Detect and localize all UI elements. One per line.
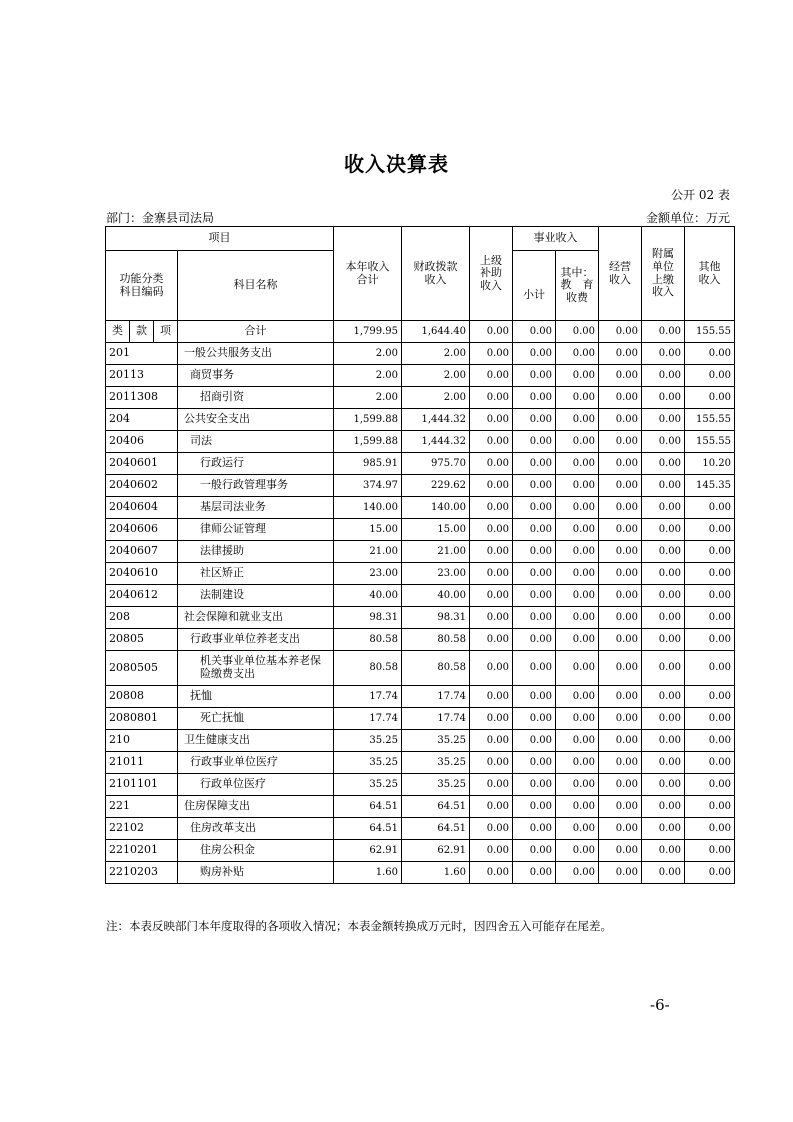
amount-cell: 0.00 [470, 818, 513, 840]
amount-cell: 0.00 [642, 475, 685, 497]
amount-cell: 0.00 [556, 651, 599, 686]
amount-cell: 17.74 [402, 708, 470, 730]
total-value: 0.00 [470, 321, 513, 343]
amount-cell: 0.00 [599, 475, 642, 497]
amount-cell: 0.00 [513, 708, 556, 730]
amount-cell: 0.00 [642, 651, 685, 686]
amount-cell: 0.00 [599, 840, 642, 862]
amount-cell: 64.51 [334, 818, 402, 840]
amount-cell: 0.00 [470, 365, 513, 387]
header-operating-income: 经营 收入 [599, 227, 642, 321]
amount-cell: 0.00 [599, 730, 642, 752]
subject-name-cell: 住房改革支出 [178, 818, 334, 840]
amount-cell: 80.58 [334, 629, 402, 651]
table-row [106, 651, 735, 686]
amount-cell: 0.00 [470, 453, 513, 475]
amount-cell: 35.25 [402, 774, 470, 796]
amount-cell: 0.00 [556, 497, 599, 519]
footnote: 注：本表反映部门本年度取得的各项收入情况；本表金额转换成万元时，因四舍五入可能存在尾差。 [106, 919, 612, 933]
amount-cell: 0.00 [556, 708, 599, 730]
amount-cell: 0.00 [470, 708, 513, 730]
amount-cell: 0.00 [513, 387, 556, 409]
amount-cell: 35.25 [334, 730, 402, 752]
table-row [106, 475, 735, 497]
subject-name-cell: 住房公积金 [178, 840, 334, 862]
amount-cell: 15.00 [334, 519, 402, 541]
table-row [106, 752, 735, 774]
total-value: 1,644.40 [402, 321, 470, 343]
subject-name-cell: 行政事业单位养老支出 [178, 629, 334, 651]
table-row [106, 585, 735, 607]
amount-cell: 0.00 [470, 475, 513, 497]
amount-cell: 0.00 [642, 730, 685, 752]
amount-cell: 0.00 [470, 796, 513, 818]
amount-cell: 0.00 [685, 497, 735, 519]
amount-cell: 80.58 [402, 629, 470, 651]
total-value: 0.00 [599, 321, 642, 343]
amount-cell: 0.00 [599, 796, 642, 818]
amount-cell: 0.00 [513, 686, 556, 708]
function-code-cell: 2101101 [106, 774, 178, 796]
subject-name-cell: 法律援助 [178, 541, 334, 563]
amount-cell: 0.00 [470, 387, 513, 409]
amount-cell: 0.00 [599, 541, 642, 563]
function-code-cell: 2210203 [106, 862, 178, 884]
total-value: 0.00 [556, 321, 599, 343]
function-code-cell: 22102 [106, 818, 178, 840]
amount-cell: 0.00 [556, 840, 599, 862]
amount-cell: 0.00 [599, 453, 642, 475]
subject-name-cell: 一般行政管理事务 [178, 475, 334, 497]
amount-cell: 0.00 [685, 730, 735, 752]
amount-cell: 0.00 [642, 453, 685, 475]
amount-cell: 1,444.32 [402, 431, 470, 453]
table-row [106, 730, 735, 752]
amount-cell: 64.51 [334, 796, 402, 818]
amount-cell: 0.00 [685, 585, 735, 607]
amount-cell: 0.00 [685, 365, 735, 387]
amount-cell: 0.00 [513, 497, 556, 519]
function-code-cell: 2040612 [106, 585, 178, 607]
amount-cell: 0.00 [685, 541, 735, 563]
subject-name-cell: 司法 [178, 431, 334, 453]
amount-cell: 0.00 [685, 629, 735, 651]
amount-cell: 0.00 [513, 862, 556, 884]
amount-cell: 0.00 [599, 563, 642, 585]
department-label: 部门：金寨县司法局 [106, 211, 215, 225]
function-code-cell: 2011308 [106, 387, 178, 409]
amount-cell: 0.00 [556, 365, 599, 387]
amount-cell: 23.00 [402, 563, 470, 585]
amount-cell: 0.00 [556, 629, 599, 651]
amount-cell: 0.00 [470, 497, 513, 519]
amount-cell: 17.74 [402, 686, 470, 708]
amount-cell: 0.00 [556, 453, 599, 475]
amount-cell: 1,444.32 [402, 409, 470, 431]
amount-cell: 0.00 [556, 519, 599, 541]
table-row [106, 519, 735, 541]
amount-cell: 80.58 [402, 651, 470, 686]
function-code-cell: 208 [106, 607, 178, 629]
amount-cell: 0.00 [642, 818, 685, 840]
subject-name-cell: 机关事业单位基本养老保险缴费支出 [178, 651, 334, 686]
amount-cell: 0.00 [556, 475, 599, 497]
amount-cell: 0.00 [556, 818, 599, 840]
amount-cell: 0.00 [685, 387, 735, 409]
header-upper-subsidy: 上级 补助 收入 [470, 227, 513, 321]
amount-cell: 0.00 [513, 774, 556, 796]
amount-cell: 0.00 [599, 519, 642, 541]
amount-cell: 155.55 [685, 409, 735, 431]
amount-cell: 23.00 [334, 563, 402, 585]
amount-cell: 0.00 [470, 563, 513, 585]
amount-cell: 0.00 [470, 343, 513, 365]
amount-cell: 0.00 [599, 862, 642, 884]
header-subsection: 项 [154, 321, 178, 343]
page-title: 收入决算表 [344, 152, 449, 176]
amount-cell: 145.35 [685, 475, 735, 497]
amount-cell: 0.00 [556, 343, 599, 365]
amount-cell: 155.55 [685, 431, 735, 453]
table-row [106, 840, 735, 862]
amount-cell: 0.00 [556, 541, 599, 563]
amount-cell: 0.00 [556, 607, 599, 629]
amount-cell: 0.00 [470, 752, 513, 774]
total-value: 155.55 [685, 321, 735, 343]
table-row [106, 431, 735, 453]
amount-cell: 0.00 [599, 708, 642, 730]
amount-cell: 0.00 [599, 497, 642, 519]
amount-cell: 0.00 [685, 752, 735, 774]
table-row [106, 563, 735, 585]
amount-cell: 0.00 [685, 607, 735, 629]
amount-cell: 40.00 [334, 585, 402, 607]
amount-cell: 0.00 [642, 840, 685, 862]
subject-name-cell: 一般公共服务支出 [178, 343, 334, 365]
amount-cell: 0.00 [470, 519, 513, 541]
amount-cell: 0.00 [599, 629, 642, 651]
amount-cell: 0.00 [470, 840, 513, 862]
header-subject-name: 科目名称 [178, 251, 334, 321]
amount-cell: 0.00 [642, 629, 685, 651]
amount-cell: 0.00 [642, 752, 685, 774]
amount-cell: 0.00 [642, 585, 685, 607]
amount-cell: 975.70 [402, 453, 470, 475]
amount-cell: 2.00 [334, 387, 402, 409]
table-row [106, 774, 735, 796]
amount-cell: 0.00 [470, 541, 513, 563]
header-business-education-fee: 其中： 教 育 收费 [556, 251, 599, 321]
amount-cell: 0.00 [470, 431, 513, 453]
amount-cell: 0.00 [685, 343, 735, 365]
amount-cell: 10.20 [685, 453, 735, 475]
subject-name-cell: 公共安全支出 [178, 409, 334, 431]
subject-name-cell: 社会保障和就业支出 [178, 607, 334, 629]
amount-cell: 0.00 [685, 862, 735, 884]
amount-cell: 21.00 [402, 541, 470, 563]
subject-name-cell: 招商引资 [178, 387, 334, 409]
amount-cell: 35.25 [402, 730, 470, 752]
amount-cell: 0.00 [599, 651, 642, 686]
amount-cell: 0.00 [599, 365, 642, 387]
amount-cell: 0.00 [513, 541, 556, 563]
amount-cell: 0.00 [685, 796, 735, 818]
function-code-cell: 2080505 [106, 651, 178, 686]
subject-name-cell: 住房保障支出 [178, 796, 334, 818]
function-code-cell: 2210201 [106, 840, 178, 862]
amount-cell: 0.00 [556, 431, 599, 453]
amount-cell: 0.00 [685, 774, 735, 796]
amount-unit-label: 金额单位：万元 [645, 211, 730, 225]
amount-cell: 2.00 [402, 365, 470, 387]
amount-cell: 0.00 [599, 585, 642, 607]
amount-cell: 0.00 [513, 563, 556, 585]
amount-cell: 0.00 [513, 453, 556, 475]
amount-cell: 17.74 [334, 708, 402, 730]
amount-cell: 0.00 [513, 818, 556, 840]
function-code-cell: 2040610 [106, 563, 178, 585]
amount-cell: 229.62 [402, 475, 470, 497]
table-row [106, 387, 735, 409]
amount-cell: 140.00 [402, 497, 470, 519]
amount-cell: 0.00 [470, 607, 513, 629]
header-section: 款 [130, 321, 154, 343]
function-code-cell: 204 [106, 409, 178, 431]
amount-cell: 0.00 [470, 585, 513, 607]
amount-cell: 0.00 [556, 585, 599, 607]
function-code-cell: 20808 [106, 686, 178, 708]
amount-cell: 1.60 [402, 862, 470, 884]
amount-cell: 0.00 [513, 519, 556, 541]
amount-cell: 0.00 [685, 708, 735, 730]
total-value: 0.00 [642, 321, 685, 343]
table-row [106, 629, 735, 651]
amount-cell: 0.00 [599, 409, 642, 431]
function-code-cell: 2040607 [106, 541, 178, 563]
table-row [106, 862, 735, 884]
function-code-cell: 221 [106, 796, 178, 818]
amount-cell: 40.00 [402, 585, 470, 607]
amount-cell: 0.00 [599, 774, 642, 796]
amount-cell: 64.51 [402, 818, 470, 840]
amount-cell: 0.00 [642, 541, 685, 563]
amount-cell: 0.00 [685, 840, 735, 862]
amount-cell: 35.25 [402, 752, 470, 774]
amount-cell: 0.00 [599, 607, 642, 629]
subject-name-cell: 购房补贴 [178, 862, 334, 884]
amount-cell: 0.00 [513, 730, 556, 752]
total-label: 合计 [178, 321, 334, 343]
amount-cell: 0.00 [470, 651, 513, 686]
table-row [106, 686, 735, 708]
amount-cell: 0.00 [556, 387, 599, 409]
amount-cell: 0.00 [599, 431, 642, 453]
amount-cell: 0.00 [470, 862, 513, 884]
function-code-cell: 201 [106, 343, 178, 365]
table-row [106, 453, 735, 475]
table-row [106, 541, 735, 563]
amount-cell: 0.00 [642, 431, 685, 453]
amount-cell: 0.00 [513, 365, 556, 387]
amount-cell: 0.00 [513, 585, 556, 607]
amount-cell: 0.00 [470, 730, 513, 752]
amount-cell: 0.00 [513, 431, 556, 453]
table-row [106, 818, 735, 840]
subject-name-cell: 死亡抚恤 [178, 708, 334, 730]
amount-cell: 15.00 [402, 519, 470, 541]
header-total-income: 本年收入 合计 [334, 227, 402, 321]
function-code-cell: 2040604 [106, 497, 178, 519]
table-row [106, 708, 735, 730]
function-code-cell: 20113 [106, 365, 178, 387]
amount-cell: 0.00 [470, 774, 513, 796]
header-other-income: 其他 收入 [685, 227, 735, 321]
amount-cell: 0.00 [642, 365, 685, 387]
total-value: 0.00 [513, 321, 556, 343]
amount-cell: 0.00 [685, 651, 735, 686]
amount-cell: 0.00 [642, 796, 685, 818]
table-total-row [106, 321, 735, 343]
amount-cell: 2.00 [334, 365, 402, 387]
amount-cell: 98.31 [334, 607, 402, 629]
subject-name-cell: 律师公证管理 [178, 519, 334, 541]
header-fiscal-income: 财政拨款 收入 [402, 227, 470, 321]
amount-cell: 140.00 [334, 497, 402, 519]
subject-name-cell: 行政事业单位医疗 [178, 752, 334, 774]
subject-name-cell: 抚恤 [178, 686, 334, 708]
header-class: 类 [106, 321, 130, 343]
subject-name-cell: 商贸事务 [178, 365, 334, 387]
amount-cell: 0.00 [642, 519, 685, 541]
amount-cell: 0.00 [685, 519, 735, 541]
header-business-income: 事业收入 [513, 227, 599, 251]
header-item: 项目 [106, 227, 334, 251]
amount-cell: 0.00 [513, 409, 556, 431]
table-row [106, 409, 735, 431]
function-code-cell: 2080801 [106, 708, 178, 730]
amount-cell: 0.00 [556, 752, 599, 774]
subject-name-cell: 行政运行 [178, 453, 334, 475]
amount-cell: 64.51 [402, 796, 470, 818]
function-code-cell: 2040606 [106, 519, 178, 541]
table-row [106, 343, 735, 365]
subject-name-cell: 社区矫正 [178, 563, 334, 585]
amount-cell: 1.60 [334, 862, 402, 884]
amount-cell: 0.00 [470, 409, 513, 431]
amount-cell: 0.00 [642, 774, 685, 796]
amount-cell: 1,599.88 [334, 431, 402, 453]
subject-name-cell: 行政单位医疗 [178, 774, 334, 796]
amount-cell: 0.00 [556, 563, 599, 585]
amount-cell: 35.25 [334, 774, 402, 796]
amount-cell: 2.00 [334, 343, 402, 365]
amount-cell: 0.00 [642, 409, 685, 431]
amount-cell: 0.00 [685, 563, 735, 585]
amount-cell: 0.00 [556, 862, 599, 884]
amount-cell: 0.00 [513, 343, 556, 365]
table-row [106, 497, 735, 519]
subject-name-cell: 卫生健康支出 [178, 730, 334, 752]
amount-cell: 62.91 [334, 840, 402, 862]
amount-cell: 0.00 [513, 840, 556, 862]
header-affiliated-income: 附属 单位 上缴 收入 [642, 227, 685, 321]
amount-cell: 0.00 [599, 752, 642, 774]
amount-cell: 0.00 [513, 629, 556, 651]
subject-name-cell: 基层司法业务 [178, 497, 334, 519]
amount-cell: 21.00 [334, 541, 402, 563]
function-code-cell: 20406 [106, 431, 178, 453]
amount-cell: 0.00 [513, 651, 556, 686]
amount-cell: 0.00 [642, 708, 685, 730]
header-business-subtotal: 小计 [513, 251, 556, 321]
amount-cell: 0.00 [642, 607, 685, 629]
amount-cell: 374.97 [334, 475, 402, 497]
amount-cell: 0.00 [599, 686, 642, 708]
page-number: -6- [650, 996, 670, 1014]
amount-cell: 0.00 [685, 686, 735, 708]
amount-cell: 0.00 [599, 387, 642, 409]
function-code-cell: 2040602 [106, 475, 178, 497]
amount-cell: 0.00 [642, 862, 685, 884]
amount-cell: 35.25 [334, 752, 402, 774]
amount-cell: 0.00 [642, 686, 685, 708]
amount-cell: 0.00 [556, 409, 599, 431]
amount-cell: 985.91 [334, 453, 402, 475]
amount-cell: 0.00 [513, 607, 556, 629]
amount-cell: 0.00 [556, 730, 599, 752]
amount-cell: 0.00 [513, 752, 556, 774]
amount-cell: 0.00 [513, 475, 556, 497]
amount-cell: 62.91 [402, 840, 470, 862]
amount-cell: 0.00 [470, 686, 513, 708]
function-code-cell: 20805 [106, 629, 178, 651]
amount-cell: 0.00 [685, 818, 735, 840]
amount-cell: 2.00 [402, 343, 470, 365]
amount-cell: 0.00 [642, 563, 685, 585]
amount-cell: 0.00 [599, 818, 642, 840]
function-code-cell: 21011 [106, 752, 178, 774]
amount-cell: 0.00 [556, 796, 599, 818]
amount-cell: 98.31 [402, 607, 470, 629]
form-number: 公开 02 表 [671, 188, 730, 202]
function-code-cell: 2040601 [106, 453, 178, 475]
subject-name-cell: 法制建设 [178, 585, 334, 607]
table-row [106, 607, 735, 629]
table-row [106, 796, 735, 818]
amount-cell: 0.00 [642, 343, 685, 365]
table-row [106, 365, 735, 387]
amount-cell: 2.00 [402, 387, 470, 409]
amount-cell: 0.00 [556, 774, 599, 796]
amount-cell: 0.00 [599, 343, 642, 365]
income-final-accounts-table [105, 226, 735, 884]
amount-cell: 0.00 [556, 686, 599, 708]
function-code-cell: 210 [106, 730, 178, 752]
amount-cell: 17.74 [334, 686, 402, 708]
amount-cell: 80.58 [334, 651, 402, 686]
total-value: 1,799.95 [334, 321, 402, 343]
header-function-code: 功能分类 科目编码 [106, 251, 178, 321]
amount-cell: 0.00 [513, 796, 556, 818]
amount-cell: 0.00 [642, 497, 685, 519]
amount-cell: 0.00 [642, 387, 685, 409]
amount-cell: 0.00 [470, 629, 513, 651]
amount-cell: 1,599.88 [334, 409, 402, 431]
